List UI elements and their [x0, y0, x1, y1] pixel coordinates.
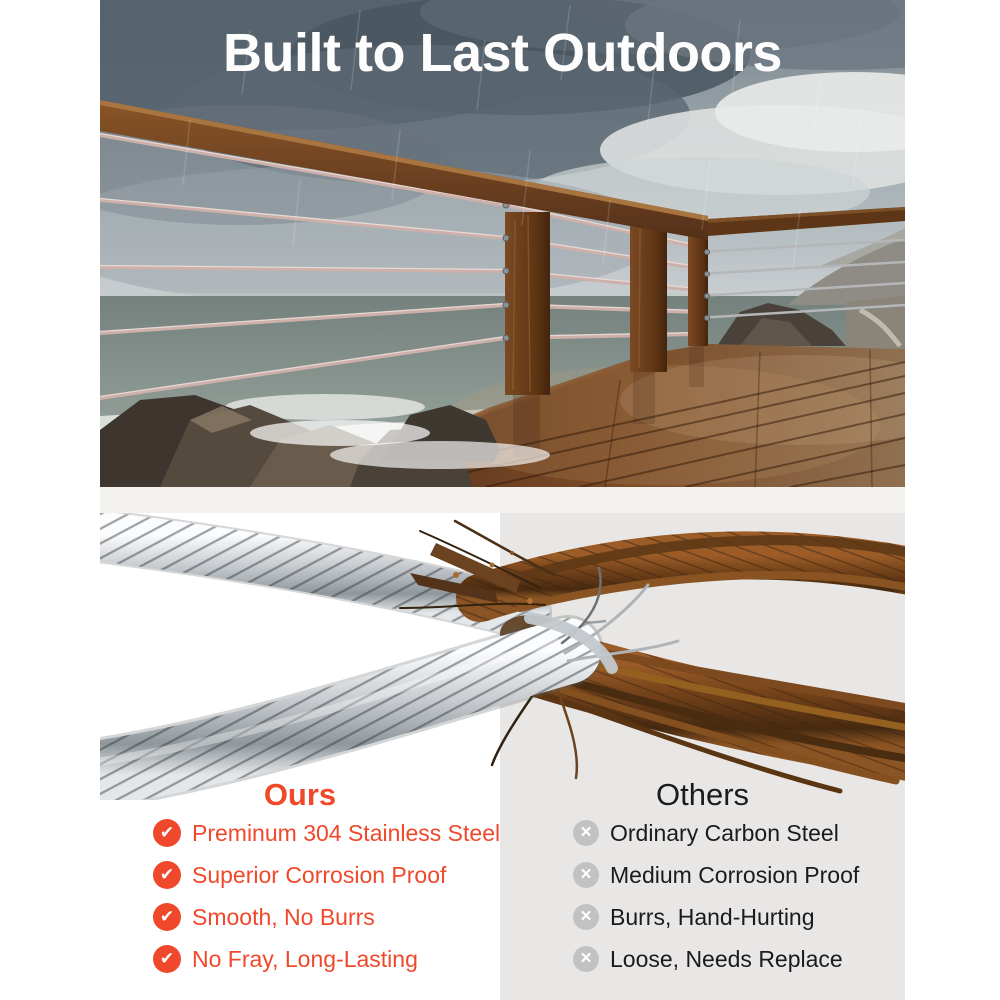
ours-feature-label: Superior Corrosion Proof: [192, 861, 447, 888]
ours-feature-label: Preminum 304 Stainless Steel: [192, 819, 501, 846]
others-feature-list: [500, 819, 905, 973]
others-heading: Others: [655, 777, 750, 812]
x-circle-icon: ×: [573, 904, 599, 930]
ours-feature-row: [100, 819, 500, 847]
x-circle-icon: ×: [573, 862, 599, 888]
others-column: [500, 778, 905, 1000]
others-feature-row: [500, 903, 905, 931]
ours-feature-label: No Fray, Long-Lasting: [192, 945, 418, 972]
cables-scene: [100, 513, 905, 800]
others-feature-label: Burrs, Hand-Hurting: [610, 903, 815, 930]
ours-column: [100, 778, 500, 1000]
hero-image: [100, 0, 905, 487]
others-feature-row: [500, 861, 905, 889]
divider-strip: [100, 487, 905, 513]
ours-heading: Ours: [263, 777, 337, 812]
check-circle-icon: ✔: [153, 945, 181, 973]
others-feature-label: Ordinary Carbon Steel: [610, 819, 839, 846]
others-feature-row: [500, 945, 905, 973]
x-circle-icon: ×: [573, 946, 599, 972]
x-circle-icon: ×: [573, 820, 599, 846]
check-circle-icon: ✔: [153, 903, 181, 931]
comparison-image: [100, 513, 905, 800]
ours-feature-row: [100, 861, 500, 889]
check-circle-icon: ✔: [153, 819, 181, 847]
ours-feature-row: [100, 945, 500, 973]
ours-feature-label: Smooth, No Burrs: [192, 903, 375, 930]
ours-feature-list: [100, 819, 500, 973]
rusty-cable-upper: [400, 521, 905, 608]
others-feature-label: Medium Corrosion Proof: [610, 861, 860, 888]
hero-title: Built to Last Outdoors: [223, 23, 782, 83]
others-feature-label: Loose, Needs Replace: [610, 945, 843, 972]
ours-feature-row: [100, 903, 500, 931]
others-feature-row: [500, 819, 905, 847]
check-circle-icon: ✔: [153, 861, 181, 889]
